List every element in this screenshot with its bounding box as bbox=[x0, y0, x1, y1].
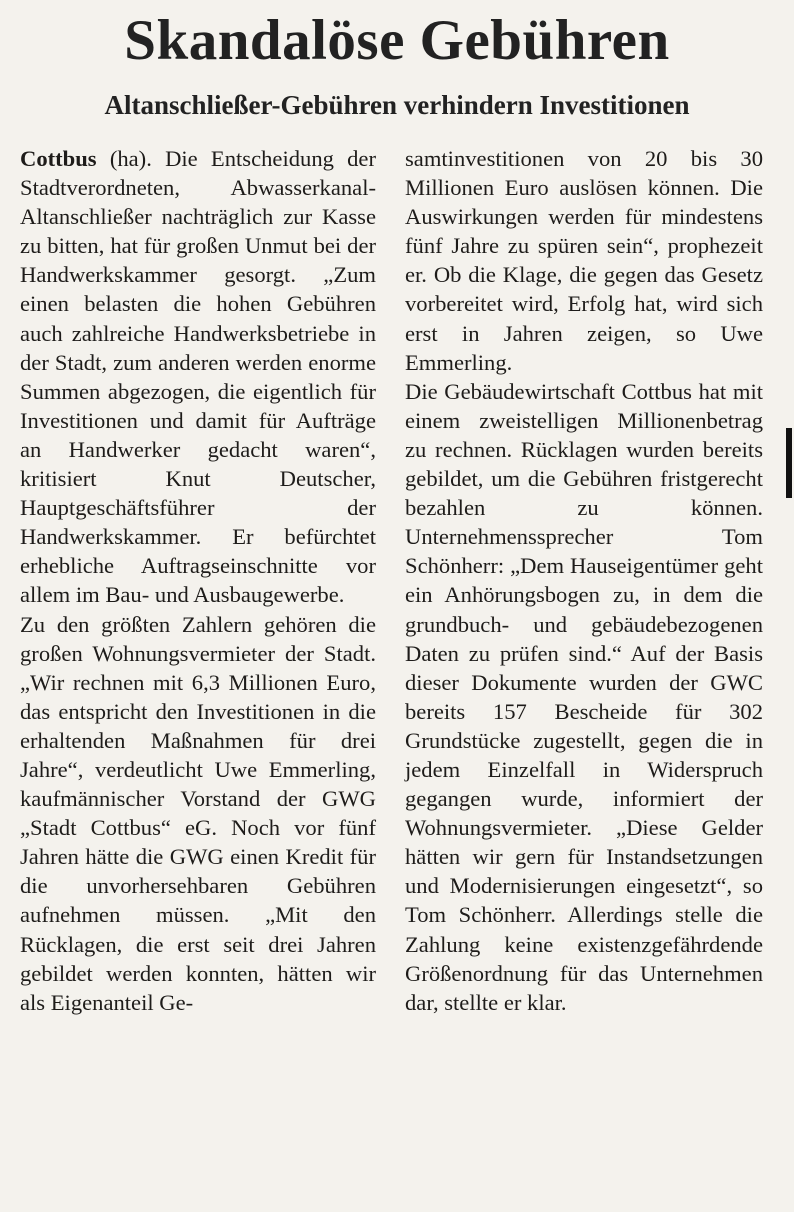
paragraph-2-continued: samtinvestitionen von 20 bis 30 Millionen Euro auslösen können. Die Auswirkungen werden für mindestens fünf Jahre zu spüren sein“, prophezeit er. Ob die Klage, die gegen das Gesetz vorbereitet wird, Erfolg hat, wird sich erst in Jahren zeigen, so Uwe Emmerling. bbox=[405, 146, 763, 375]
paragraph-1 bbox=[20, 144, 376, 610]
paragraph-3: Die Gebäudewirtschaft Cottbus hat mit einem zweistelligen Millionenbetrag zu rechnen. Rücklagen wurden bereits gebildet, um die Gebühren fristgerecht bezahlen zu können. Unternehmenssprecher Tom Schönherr: „Dem Hauseigentümer geht ein Anhörungsbogen zu, in dem die grundbuch- und gebäudebezogenen Daten zu prüfen sind.“ Auf der Basis dieser Dokumente wurden der GWC bereits 157 Bescheide für 302 Grundstücke zugestellt, gegen die in jedem Einzelfall in Widerspruch gegangen wurde, informiert der Wohnungsvermieter. „Diese Gelder hätten wir gern für Instandsetzungen und Modernisierungen eingesetzt“, so Tom Schönherr. Allerdings stelle die Zahlung keine existenzgefährdende Größenordnung für das Unternehmen dar, stellte er klar. bbox=[405, 378, 763, 1015]
article-column-left bbox=[20, 144, 376, 1017]
headline: Skandalöse Gebühren bbox=[124, 9, 670, 72]
scan-edge-mark bbox=[786, 428, 792, 498]
author-tag: (ha). bbox=[96, 146, 166, 171]
dateline: Cottbus bbox=[20, 146, 97, 171]
paragraph-1-text: Die Entscheidung der Stadtverordneten, Abwasserkanal-Altanschließer nachträglich zur Kasse zu bitten, hat für großen Unmut bei der Handwerkskammer gesorgt. „Zum einen belasten die hohen Gebühren auch zahlreiche Handwerksbetriebe in der Stadt, zum anderen werden enorme Summen abgezogen, die eigentlich für Investitionen und damit für Aufträge an Handwerker gedacht waren“, kritisiert Knut Deutscher, Hauptgeschäftsführer der Handwerkskammer. Er befürchtet erhebliche Auftragseinschnitte vor allem im Bau- und Ausbaugewerbe. bbox=[20, 146, 376, 608]
subheadline: Altanschließer-Gebühren verhindern Investitionen bbox=[104, 90, 690, 120]
article-column-right bbox=[405, 144, 763, 1017]
paragraph-2: Zu den größten Zahlern gehören die großen Wohnungsvermieter der Stadt. „Wir rechnen mit 6,3 Millionen Euro, das entspricht den Investitionen in die erhaltenden Maßnahmen für drei Jahre“, verdeutlicht Uwe Emmerling, kaufmännischer Vorstand der GWG „Stadt Cottbus“ eG. Noch vor fünf Jahren hätte die GWG einen Kredit für die unvorhersehbaren Gebühren aufnehmen müssen. „Mit den Rücklagen, die erst seit drei Jahren gebildet werden konnten, hätten wir als Eigenanteil Ge- bbox=[20, 611, 376, 1015]
